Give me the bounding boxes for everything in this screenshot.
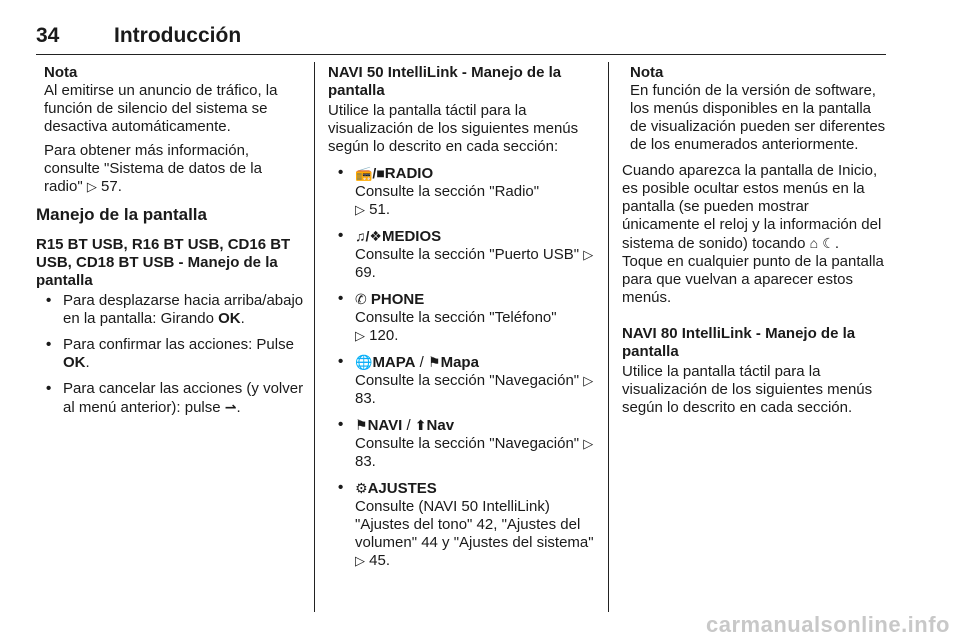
list-item: • ⚙AJUSTES Consulte (NAVI 50 IntelliLink) "Ajustes del tono" 42, "Ajustes del volumen" 44 y "Ajustes del sistema" ▷ 45. [338,479,594,569]
radio-icon: 📻/■ [355,165,385,181]
page-ref-icon: ▷ [355,202,365,217]
list-item: • ✆ PHONE Consulte la sección "Teléfono" ▷ 120. [338,290,557,344]
info-ref: 57. [101,178,122,195]
phone-icon: ✆ [355,291,367,307]
page-header [36,24,886,55]
list-item: • 🌐MAPA / ⚑Mapa Consulte la sección "Navegación" ▷ 83. [338,353,594,407]
column-3 [622,64,890,423]
info-paragraph [44,142,304,196]
bullet-list [36,292,304,417]
page-ref-icon: ▷ [583,373,594,388]
column-divider [314,62,315,612]
navigation-arrow-icon: ⬆ [414,417,427,433]
list-item: • Para cancelar las acciones (y volver al menú anterior): pulse ⇀. [46,380,304,416]
paragraph-home: Cuando aparezca la pantalla de Inicio, es posible ocultar estos menús en la pantalla (se pueden mostrar únicamente el reloj y la información del sistema de sonido) tocando ⌂ ☾. [622,162,882,252]
home-icon: ⌂ [809,235,819,251]
list-item: • ⚑NAVI / ⬆Nav Consulte la sección "Navegación" ▷ 83. [338,416,594,470]
heading-navi50: NAVI 50 IntelliLink - Manejo de la pantalla [328,64,562,99]
page-ref-icon: ▷ [86,179,97,194]
page-ref-icon: ▷ [355,553,365,568]
note-title: Nota [630,64,664,81]
note-box [36,64,304,196]
info-text: Para obtener más información, consulte "Sistema de datos de la radio" [44,142,262,195]
media-icon: ♫/❖ [355,228,382,244]
globe-icon: 🌐 [355,354,373,370]
note-text: En función de la versión de software, los menús disponibles en la pantalla de visualización pueden ser diferentes de los enumerados anteriormente. [630,82,886,153]
list-item: • Para desplazarse hacia arriba/abajo en la pantalla: Girando OK. [46,292,304,327]
heading-navi80: NAVI 80 IntelliLink - Manejo de la pantalla [622,325,856,360]
note-box [622,64,890,154]
list-item: • Para confirmar las acciones: Pulse OK. [46,336,294,371]
note-title: Nota [44,64,78,81]
flag-icon: ⚑ [428,354,441,370]
subheading-models: R15 BT USB, R16 BT USB, CD16 BT USB, CD18 BT USB - Manejo de la pantalla [36,236,291,289]
back-arrow-icon: ⇀ [224,399,237,415]
note-text: Al emitirse un anuncio de tráfico, la función de silencio del sistema se desactiva automáticamente. [44,82,278,135]
gear-icon: ⚙ [355,480,368,496]
column-2 [328,64,598,578]
page-ref-icon: ▷ [583,247,594,262]
page-number: 34 [36,24,60,47]
section-title: Introducción [114,24,242,47]
paragraph-touch: Toque en cualquier punto de la pantalla para que vuelvan a aparecer estos menús. [622,253,884,306]
list-item: • 📻/■RADIO Consulte la sección "Radio" ▷ 51. [338,164,540,218]
flag-icon: ⚑ [355,417,368,433]
navi80-text: Utilice la pantalla táctil para la visualización de los siguientes menús según lo descrito en cada sección. [622,363,873,416]
column-divider [608,62,609,612]
heading-screen-control: Manejo de la pantalla [36,205,207,224]
menu-list [328,164,598,570]
moon-icon: ☾ [822,235,835,251]
watermark: carmanualsonline.info [706,612,950,637]
column-1 [36,64,304,425]
page-ref-icon: ▷ [583,436,594,451]
page-ref-icon: ▷ [355,328,365,343]
list-item: • ♫/❖MEDIOS Consulte la sección "Puerto USB" ▷ 69. [338,227,594,281]
intro-text: Utilice la pantalla táctil para la visualización de los siguientes menús según lo descrito en cada sección: [328,102,579,155]
